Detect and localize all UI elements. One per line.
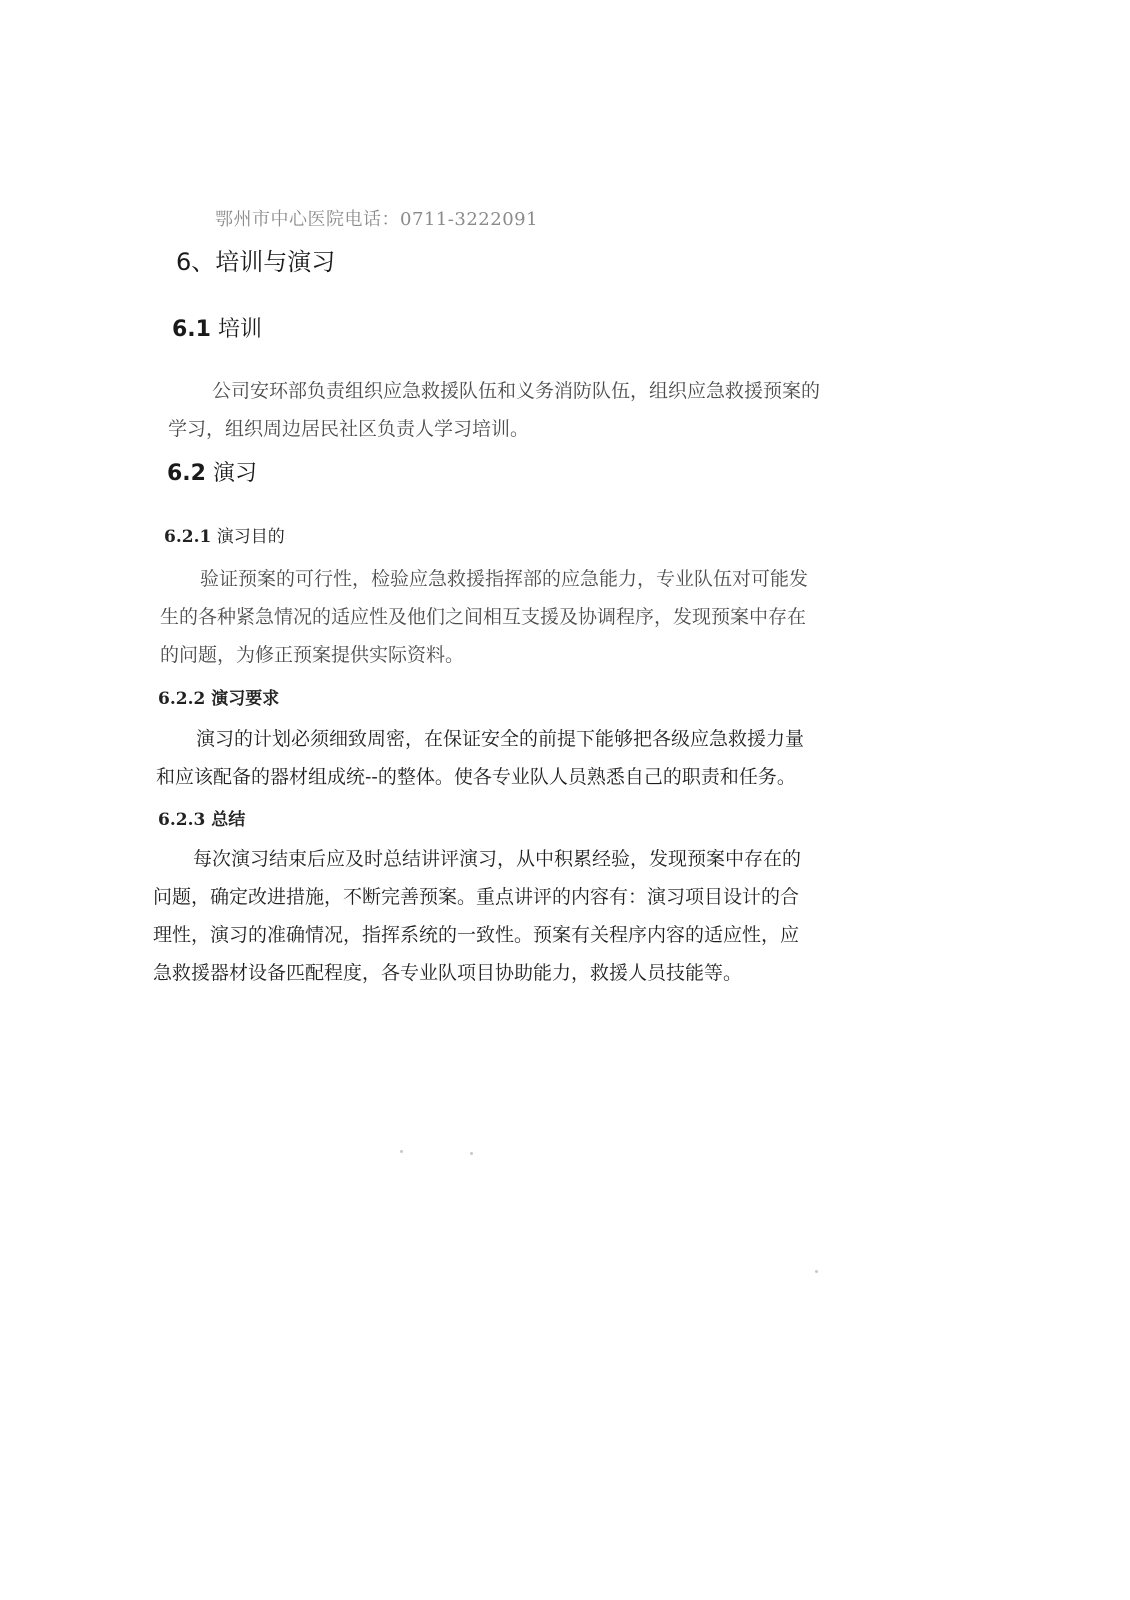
scan-speck — [470, 1152, 473, 1155]
drill-requirements-line-1: 演习的计划必须细致周密，在保证安全的前提下能够把各级应急救援力量 — [196, 728, 805, 750]
drill-purpose-number: 6.2.1 — [164, 527, 212, 547]
hospital-phone-line: 鄂州市中心医院电话：0711-3222091 — [215, 209, 539, 230]
training-line-2: 学习，组织周边居民社区负责人学习培训。 — [168, 418, 530, 440]
drill-summary-paragraph — [153, 840, 801, 992]
training-heading-label: 培训 — [217, 317, 262, 342]
training-heading-number: 6.1 — [172, 317, 211, 342]
drill-heading — [167, 456, 257, 487]
drill-summary-line-4: 急救援器材设备匹配程度，各专业队项目协助能力，救援人员技能等。 — [153, 962, 743, 984]
drill-purpose-label: 演习目的 — [216, 527, 285, 547]
drill-heading-label: 演习 — [212, 461, 257, 486]
drill-purpose-line-3: 的问题，为修正预案提供实际资料。 — [160, 644, 465, 666]
drill-requirements-line-2: 和应该配备的器材组成统--的整体。使各专业队人员熟悉自己的职责和任务。 — [156, 766, 796, 788]
drill-requirements-number: 6.2.2 — [158, 689, 206, 709]
drill-requirements-paragraph — [156, 720, 804, 796]
drill-requirements-label: 演习要求 — [211, 689, 280, 709]
drill-requirements-heading — [158, 684, 279, 709]
training-heading — [172, 312, 262, 343]
drill-heading-number: 6.2 — [167, 461, 206, 486]
drill-purpose-paragraph — [160, 560, 808, 674]
scan-speck — [815, 1270, 818, 1273]
training-line-1: 公司安环部负责组织应急救援队伍和义务消防队伍，组织应急救援预案的 — [212, 380, 821, 402]
drill-summary-line-3: 理性，演习的准确情况，指挥系统的一致性。预案有关程序内容的适应性，应 — [153, 924, 800, 946]
drill-summary-number: 6.2.3 — [158, 810, 206, 830]
scan-speck — [400, 1150, 403, 1153]
drill-purpose-heading — [164, 522, 285, 547]
drill-summary-line-1: 每次演习结束后应及时总结讲评演习，从中积累经验，发现预案中存在的 — [193, 848, 802, 870]
drill-purpose-line-2: 生的各种紧急情况的适应性及他们之间相互支援及协调程序，发现预案中存在 — [160, 606, 807, 628]
drill-summary-heading — [158, 805, 245, 830]
drill-purpose-line-1: 验证预案的可行性，检验应急救援指挥部的应急能力，专业队伍对可能发 — [200, 568, 809, 590]
training-paragraph — [168, 372, 820, 448]
section-title: 6、培训与演习 — [176, 248, 336, 276]
drill-summary-line-2: 问题，确定改进措施，不断完善预案。重点讲评的内容有：演习项目设计的合 — [153, 886, 800, 908]
drill-summary-label: 总结 — [211, 810, 246, 830]
